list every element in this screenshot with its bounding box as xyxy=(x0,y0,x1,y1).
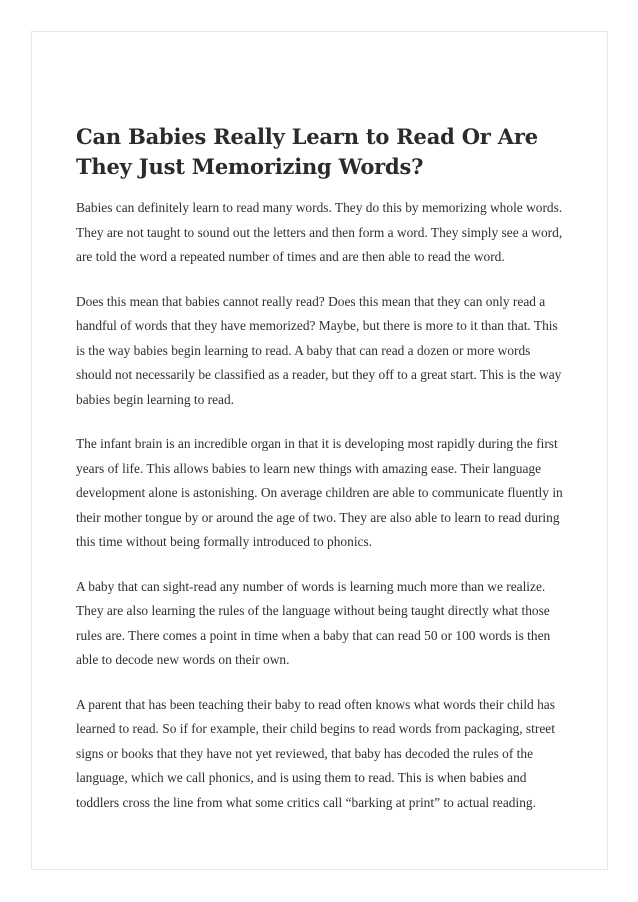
document-page xyxy=(31,31,608,870)
paragraph: A parent that has been teaching their baby to read often knows what words their child has learned to read. So if for example, their child begins to read words from packaging, street signs or books that they have not yet reviewed, that baby has decoded the rules of the language, which we call phonics, and is using them to read. This is when babies and toddlers cross the line from what some critics call “barking at print” to actual reading. xyxy=(76,696,555,810)
paragraph: Does this mean that babies cannot really read? Does this mean that they can only read a handful of words that they have memorized? Maybe, but there is more to it than that. This is the way babies begin learning to read. A baby that can read a dozen or more words should not necessarily be classified as a reader, but they off to a great start. This is the way babies begin learning to read. xyxy=(76,293,562,407)
paragraph: The infant brain is an incredible organ in that it is developing most rapidly during the first years of life. This allows babies to learn new things with amazing ease. Their language development alone is astonishing. On average children are able to communicate fluently in their mother tongue by or around the age of two. They are also able to learn to read during this time without being formally introduced to phonics. xyxy=(76,436,563,549)
article-title: Can Babies Really Learn to Read Or Are They Just Memorizing Words? xyxy=(76,124,538,179)
paragraph: Babies can definitely learn to read many words. They do this by memorizing whole words. They are not taught to sound out the letters and then form a word. They simply see a word, are told the word a repeated number of times and are then able to read the word. xyxy=(76,200,563,264)
article-body xyxy=(76,196,568,815)
paragraph: A baby that can sight-read any number of words is learning much more than we realize. They are also learning the rules of the language without being taught directly what those rules are. There comes a point in time when a baby that can read 50 or 100 words is then able to decode new words on their own. xyxy=(76,578,551,667)
article xyxy=(76,122,568,835)
